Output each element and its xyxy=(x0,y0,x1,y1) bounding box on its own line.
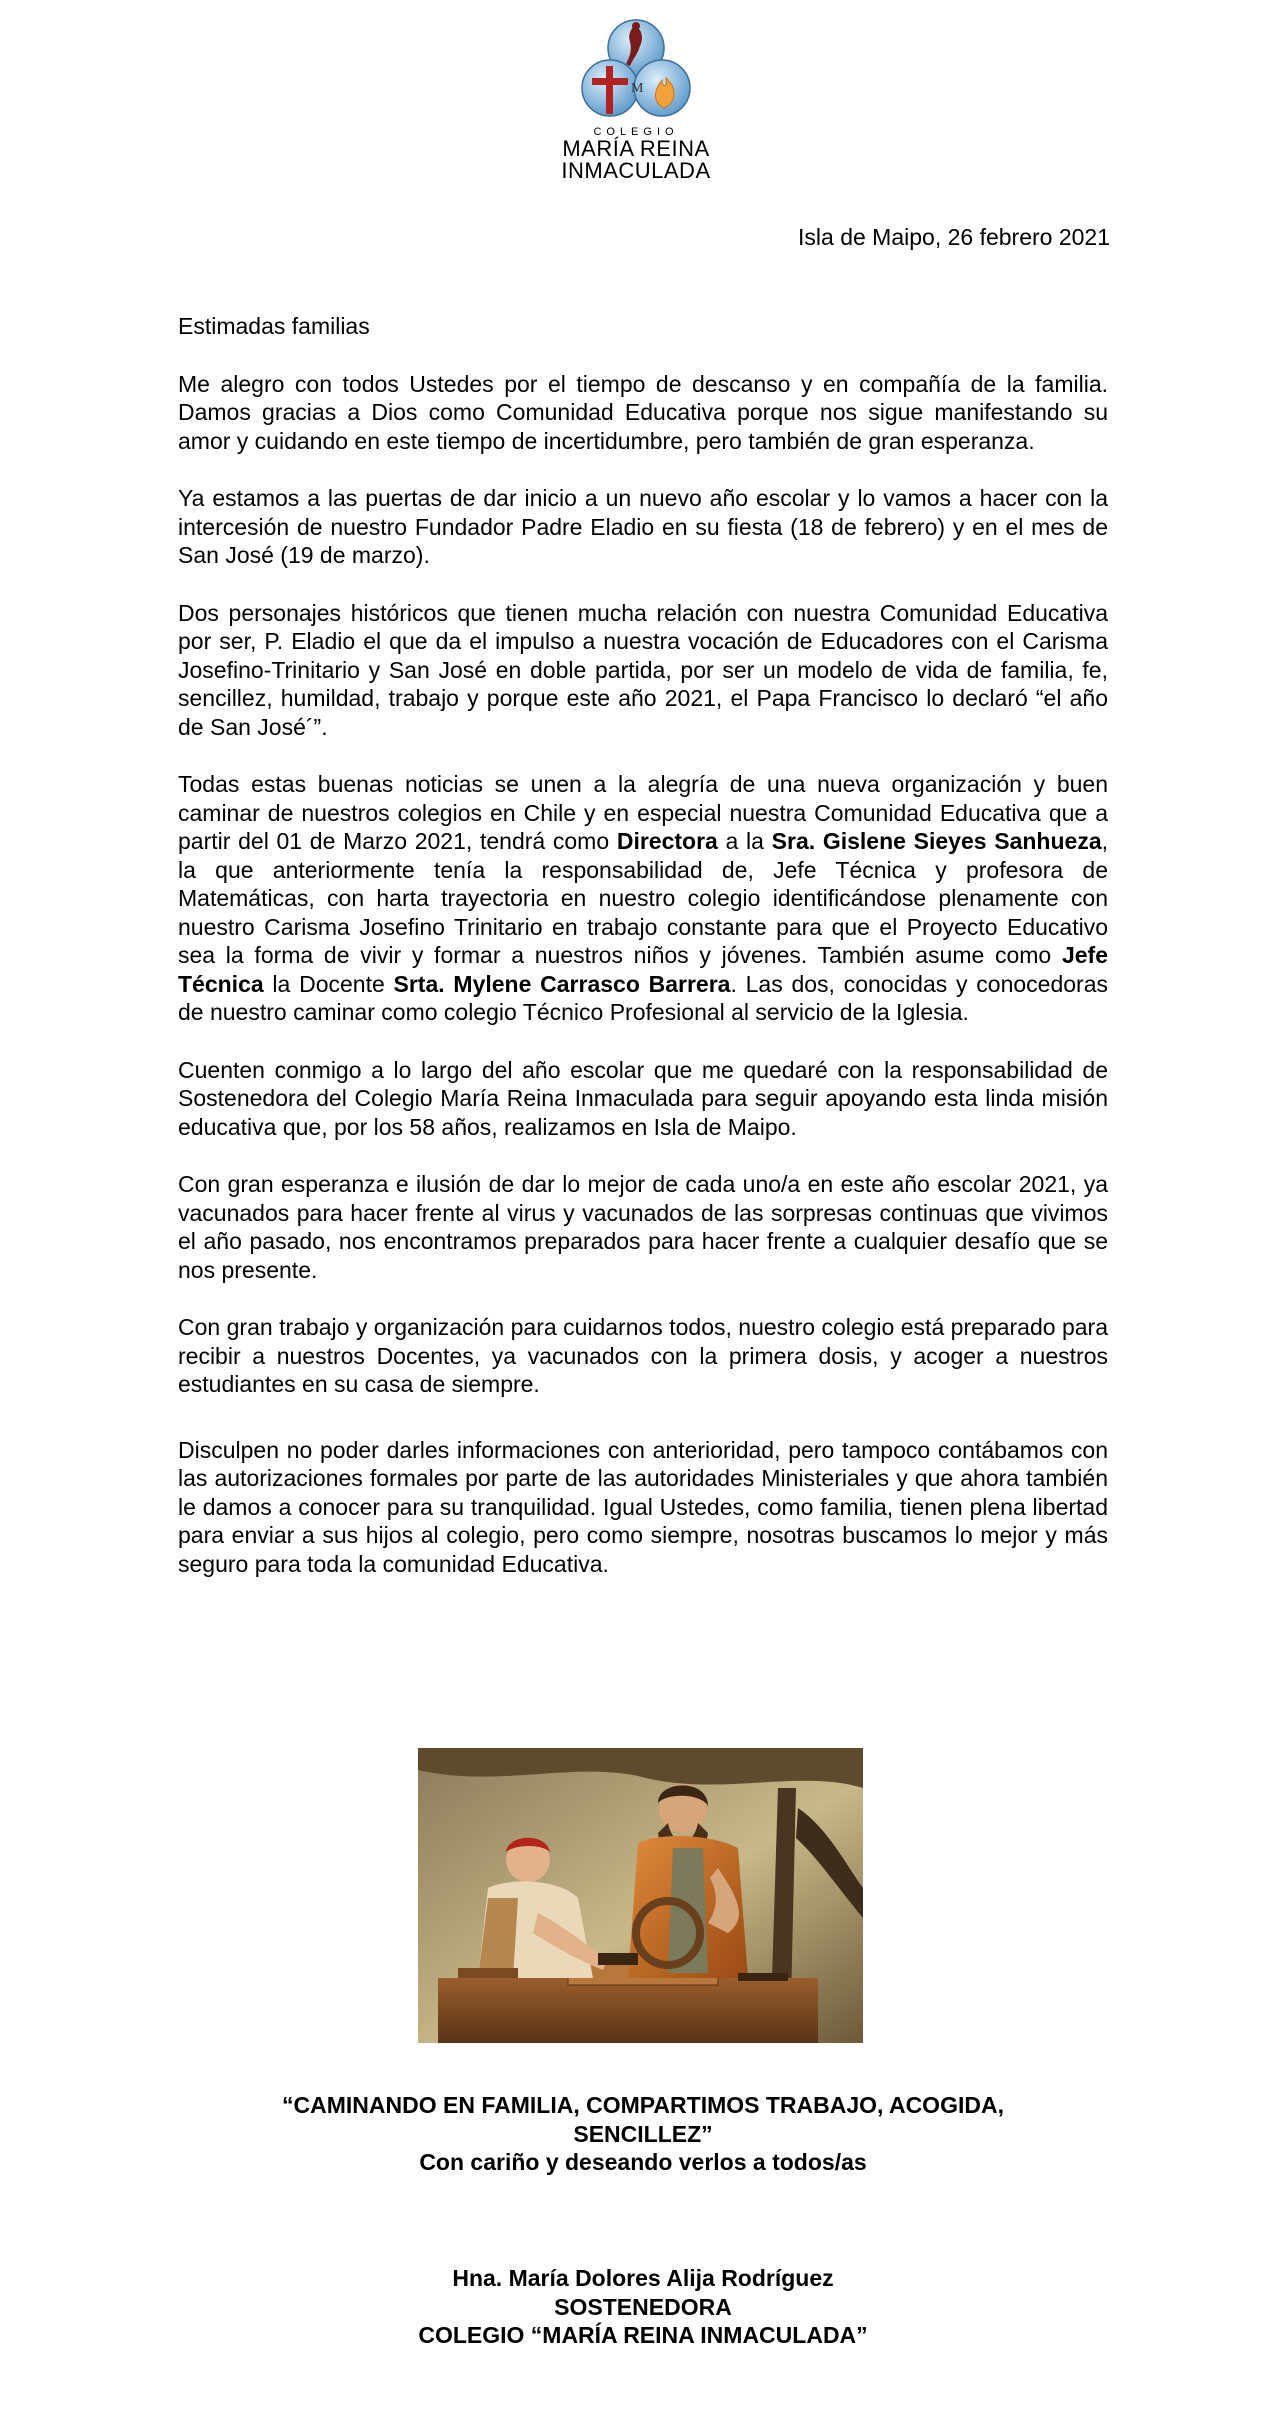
paragraph-6: Con gran esperanza e ilusión de dar lo mejor de cada uno/a en este año escolar 2021, ya vacunados para hacer frente al virus y vacunados de las sorpresas continuas que vivimos el año pasado, nos encontramos preparados para hacer frente a cualquier desafío que se nos presente. xyxy=(178,1171,1108,1283)
signatory-name: Hna. María Dolores Alija Rodríguez xyxy=(452,2265,834,2291)
paragraph-3: Dos personajes históricos que tienen mucha relación con nuestra Comunidad Educativa por ser, P. Eladio el que da el impulso a nuestra vocación de Educadores con el Carisma Josefino-Trinitario y San José en doble partida, por ser un modelo de vida de familia, fe, sencillez, humildad, trabajo y porque este año 2021, el Papa Francisco lo declaró “el año de San José´”. xyxy=(178,599,1108,740)
svg-text:M: M xyxy=(631,81,644,96)
p4-bold-jefe-tecnica: Jefe Técnica xyxy=(178,942,1108,997)
letter-body xyxy=(178,312,1108,1607)
paragraph-1: Me alegro con todos Ustedes por el tiempo de descanso y en compañía de la familia. Damos gracias a Dios como Comunidad Educativa porque nos sigue manifestando su amor y cuidando en este tiempo de incertidumbre, pero también de gran esperanza. xyxy=(178,370,1108,454)
closing-block xyxy=(178,2091,1108,2177)
p4-bold-gislene: Sra. Gislene Sieyes Sanhueza xyxy=(771,828,1102,854)
paragraph-7: Con gran trabajo y organización para cuidarnos todos, nuestro colegio está preparado para recibir a nuestros Docentes, ya vacunados con la primera dosis, y acoger a nuestros estudiantes en su casa de siempre. xyxy=(178,1314,1108,1397)
p4-text-2: a la xyxy=(717,828,772,854)
p4-text-3: , la que anteriormente tenía la responsabilidad de, Jefe Técnica y profesora de Matemáticas, con harta trayectoria en nuestro colegio identificándose plenamente con nuestro Carisma Josefino Trinitario en trabajo constante para que el Proyecto Educativo sea la forma de vivir y formar a nuestros niños y jóvenes. También asume como xyxy=(178,828,1108,968)
closing-wish: Con cariño y deseando verlos a todos/as xyxy=(419,2149,867,2175)
school-crest-icon xyxy=(580,16,692,124)
motto-line-2: SENCILLEZ” xyxy=(573,2120,713,2147)
salutation: Estimadas familias xyxy=(178,313,370,339)
letter-date: Isla de Maipo, 26 febrero 2021 xyxy=(798,224,1110,250)
paragraph-2: Ya estamos a las puertas de dar inicio a un nuevo año escolar y lo vamos a hacer con la intercesión de nuestro Fundador Padre Eladio en su fiesta (18 de febrero) y en el mes de San José (19 de marzo). xyxy=(178,485,1108,568)
p4-bold-directora: Directora xyxy=(616,828,718,854)
p4-text-5: . Las dos, conocidas y conocedoras de nuestro caminar como colegio Técnico Profesional al servicio de la Iglesia. xyxy=(178,970,1108,1025)
signatory-role: SOSTENEDORA xyxy=(554,2293,732,2320)
school-logo xyxy=(548,16,724,182)
saint-joseph-carpenter-image xyxy=(418,1748,863,2043)
logo-word-maria-reina: MARÍA REINA xyxy=(562,136,710,161)
motto-line-1: “CAMINANDO EN FAMILIA, COMPARTIMOS TRABAJO, ACOGIDA, xyxy=(282,2092,1004,2118)
logo-word-colegio: COLEGIO xyxy=(593,126,679,138)
p4-bold-mylene: Srta. Mylene Carrasco Barrera xyxy=(393,970,731,997)
paragraph-5: Cuenten conmigo a lo largo del año escolar que me quedaré con la responsabilidad de Sostenedora del Colegio María Reina Inmaculada para seguir apoyando esta linda misión educativa que, por los 58 años, realizamos en Isla de Maipo. xyxy=(178,1056,1108,1140)
signature-block xyxy=(178,2264,1108,2350)
logo-word-inmaculada: INMACULADA xyxy=(561,158,711,183)
p4-text-1: Todas estas buenas noticias se unen a la alegría de una nueva organización y buen caminar de nuestros colegios en Chile y en especial nuestra Comunidad Educativa que a partir del 01 de Marzo 2021, tendrá como xyxy=(178,771,1108,854)
signatory-school: COLEGIO “MARÍA REINA INMACULADA” xyxy=(418,2322,868,2348)
paragraph-4 xyxy=(178,770,1108,1027)
p4-text-4: la Docente xyxy=(263,970,394,997)
paragraph-8: Disculpen no poder darles informaciones con anterioridad, pero tampoco contábamos con las autorizaciones formales por parte de las autoridades Ministeriales y que ahora también le damos a conocer para su tranquilidad. Igual Ustedes, como familia, tienen plena libertad para enviar a sus hijos al colegio, pero como siempre, nosotras buscamos lo mejor y más seguro para toda la comunidad Educativa. xyxy=(178,1436,1108,1577)
